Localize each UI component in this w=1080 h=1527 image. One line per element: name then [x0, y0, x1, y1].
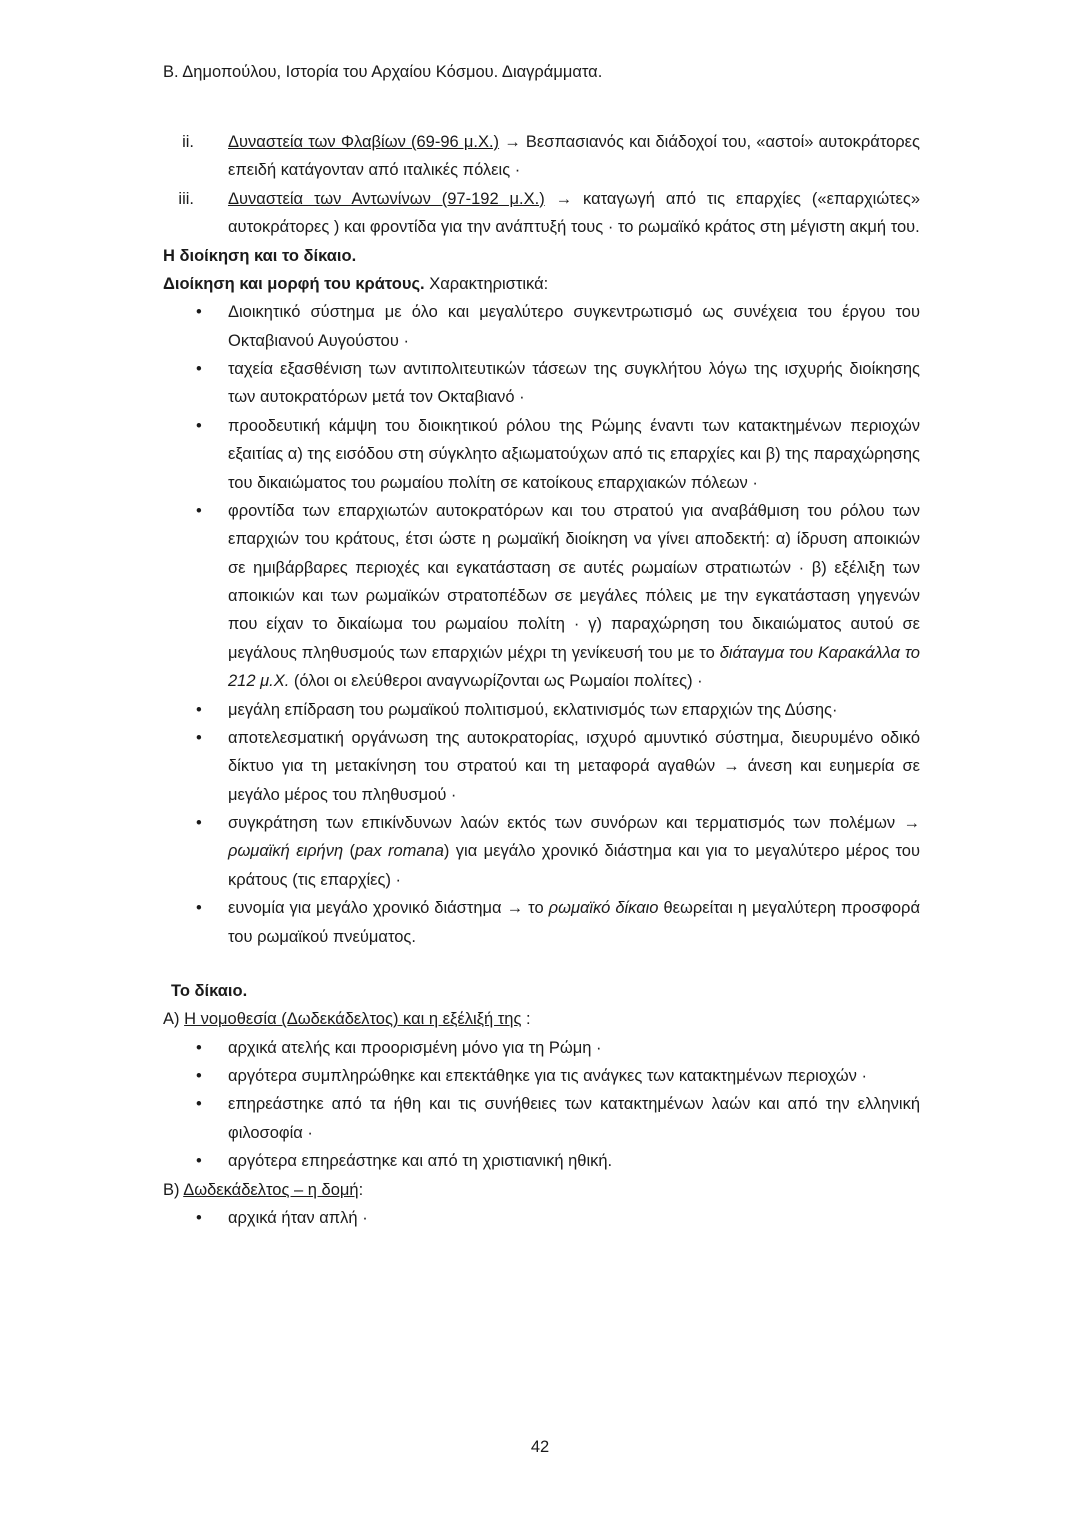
- list-item-text: [228, 298, 920, 355]
- text-run: Η διοίκηση και το δίκαιο.: [163, 246, 357, 265]
- list-item: [163, 1090, 920, 1147]
- text-run: Χαρακτηριστικά:: [424, 274, 549, 293]
- text-run: ρωμαϊκή ειρήνη: [228, 842, 344, 861]
- text-run: pax romana: [355, 842, 444, 861]
- subsection-heading: [163, 1176, 920, 1204]
- text-run: :: [521, 1010, 531, 1029]
- text-run: διάταγμα του Καρακάλλα το 212 μ.Χ.: [228, 643, 920, 691]
- list-item: [163, 1147, 920, 1175]
- document-content: [163, 128, 920, 1232]
- list-item: [163, 355, 920, 412]
- list-item-text: [228, 355, 920, 412]
- text-run: Το δίκαιο.: [171, 981, 248, 1000]
- bullet-icon: •: [196, 1067, 202, 1086]
- list-item: [163, 724, 920, 809]
- text-run: (όλοι οι ελεύθεροι αναγνωρίζονται ως Ρωμαίοι πολίτες) ·: [289, 672, 703, 691]
- section-heading: [163, 242, 920, 270]
- list-item-text: [228, 1090, 920, 1147]
- subsection-heading: [163, 1005, 920, 1033]
- list-item-text: [228, 1147, 920, 1175]
- spacer: [163, 951, 920, 977]
- text-run: αρχικά ήταν απλή ·: [228, 1208, 368, 1227]
- text-run: ταχεία εξασθένιση των αντιπολιτευτικών τάσεων της συγκλήτου λόγω της ισχυρής διοίκησης των αυτοκρατόρων μετά τον Οκταβιανό ·: [228, 360, 920, 407]
- text-run: Δυναστεία των Φλαβίων (69-96 μ.Χ.): [228, 133, 500, 152]
- text-run: → καταγωγή από τις επαρχίες («επαρχιώτες» αυτοκράτορες ) και φροντίδα για την ανάπτυξή τους · το ρωμαϊκό κράτος στη μέγιστη ακμή του.: [228, 189, 920, 237]
- bullet-icon: •: [196, 728, 202, 747]
- text-run: αρχικά ατελής και προορισμένη μόνο για τη Ρώμη ·: [228, 1038, 602, 1057]
- bullet-icon: •: [196, 1208, 202, 1227]
- list-item-text: [228, 809, 920, 894]
- subsection-heading: [163, 270, 920, 298]
- text-run: Β): [163, 1180, 184, 1199]
- text-run: συγκράτηση των επικίνδυνων λαών εκτός των συνόρων και τερματισμός των πολέμων →: [228, 814, 920, 833]
- list-item-text: [228, 128, 920, 185]
- text-run: ) για μεγάλο χρονικό διάστημα και για το μεγαλύτερο μέρος του κράτους (τις επαρχίες) ·: [228, 842, 920, 889]
- text-run: αργότερα συμπληρώθηκε και επεκτάθηκε για τις ανάγκες των κατακτημένων περιοχών ·: [228, 1067, 868, 1086]
- text-run: θεωρείται η μεγαλύτερη προσφορά του ρωμαϊκού πνεύματος.: [228, 899, 920, 946]
- text-run: Α): [163, 1010, 185, 1029]
- list-item-text: [228, 497, 920, 696]
- list-item: [163, 1204, 920, 1232]
- bullet-icon: •: [196, 1038, 202, 1057]
- section-heading: [163, 977, 920, 1005]
- list-item-text: [228, 412, 920, 497]
- list-item-text: [228, 894, 920, 951]
- list-item: [163, 696, 920, 724]
- text-run: αργότερα επηρεάστηκε και από τη χριστιανική ηθική.: [228, 1152, 613, 1171]
- list-item-text: [228, 696, 920, 724]
- bullet-icon: •: [196, 360, 202, 379]
- document-header: Β. Δημοπούλου, Ιστορία του Αρχαίου Κόσμου. Διαγράμματα.: [163, 63, 603, 81]
- text-run: προοδευτική κάμψη του διοικητικού ρόλου της Ρώμης έναντι των κατακτημένων περιοχών εξαιτίας α) της εισόδου στη σύγκλητο αξιωματούχων από τις επαρχίες και β) της παραχώρησης του δικαιώματος του ρωμαίου πολίτη σε κατοίκους επαρχιακών πόλεων ·: [228, 416, 920, 492]
- bullet-icon: •: [196, 899, 202, 918]
- list-item-text: [228, 185, 920, 242]
- page-number: 42: [530, 1438, 550, 1456]
- text-run: μεγάλη επίδραση του ρωμαϊκού πολιτισμού, εκλατινισμός των επαρχιών της Δύσης·: [228, 700, 838, 719]
- list-number: ii.: [182, 133, 194, 152]
- list-item: [163, 1034, 920, 1062]
- text-run: :: [358, 1180, 364, 1199]
- list-item: [163, 1062, 920, 1090]
- text-run: Δωδεκάδελτος – η δομή: [183, 1180, 359, 1199]
- list-item: [163, 412, 920, 497]
- bullet-icon: •: [196, 303, 202, 322]
- list-item: [163, 497, 920, 696]
- bullet-icon: •: [196, 700, 202, 719]
- bullet-icon: •: [196, 1095, 202, 1114]
- text-run: αποτελεσματική οργάνωση της αυτοκρατορίας, ισχυρό αμυντικό σύστημα, διευρυμένο οδικό δίκτυο για τη μετακίνηση του στρατού και τη μεταφορά αγαθών → άνεση και ευημερία σε μεγάλο μέρος του πληθυσμού ·: [228, 728, 920, 804]
- list-item: [163, 894, 920, 951]
- bullet-icon: •: [196, 1152, 202, 1171]
- text-run: Διοικητικό σύστημα με όλο και μεγαλύτερο συγκεντρωτισμό ως συνέχεια του έργου του Οκταβιανού Αυγούστου ·: [228, 303, 920, 350]
- list-item: [163, 185, 920, 242]
- text-run: ευνομία για μεγάλο χρονικό διάστημα → το: [228, 899, 549, 918]
- bullet-icon: •: [196, 814, 202, 833]
- text-run: επηρεάστηκε από τα ήθη και τις συνήθειες των κατακτημένων λαών και από την ελληνική φιλοσοφία ·: [228, 1095, 920, 1142]
- list-item-text: [228, 1062, 920, 1090]
- list-item-text: [228, 724, 920, 809]
- text-run: Διοίκηση και μορφή του κράτους.: [163, 274, 425, 293]
- text-run: (: [343, 842, 355, 861]
- bullet-icon: •: [196, 416, 202, 435]
- list-number: iii.: [178, 189, 194, 208]
- text-run: Η νομοθεσία (Δωδεκάδελτος) και η εξέλιξή της: [184, 1010, 522, 1029]
- list-item-text: [228, 1034, 920, 1062]
- text-run: → Βεσπασιανός και διάδοχοί του, «αστοί» αυτοκράτορες επειδή κατάγονταν από ιταλικές πόλεις ·: [228, 133, 920, 180]
- list-item: [163, 298, 920, 355]
- text-run: ρωμαϊκό δίκαιο: [548, 899, 659, 918]
- list-item-text: [228, 1204, 920, 1232]
- list-item: [163, 809, 920, 894]
- text-run: φροντίδα των επαρχιωτών αυτοκρατόρων και του στρατού για αναβάθμιση του ρόλου των επαρχιών του κράτους, έτσι ώστε η ρωμαϊκή διοίκηση να γίνει αποδεκτή: α) ίδρυση αποικιών σε ημιβάρβαρες περιοχές και εγκατάσταση σε αυτές ρωμαίων στρατιωτών · β) εξέλιξη των αποικιών και των ρωμαϊκών στρατοπέδων σε μεγάλες πόλεις με την εγκατάσταση γηγενών που είχαν το δικαίωμα του ρωμαίου πολίτη · γ) παραχώρηση του δικαιώματος αυτού σε μεγάλους πληθυσμούς των επαρχιών μέχρι τη γενίκευσή του με το: [228, 501, 920, 662]
- bullet-icon: •: [196, 501, 202, 520]
- list-item: [163, 128, 920, 185]
- text-run: Δυναστεία των Αντωνίνων (97-192 μ.Χ.): [228, 189, 545, 208]
